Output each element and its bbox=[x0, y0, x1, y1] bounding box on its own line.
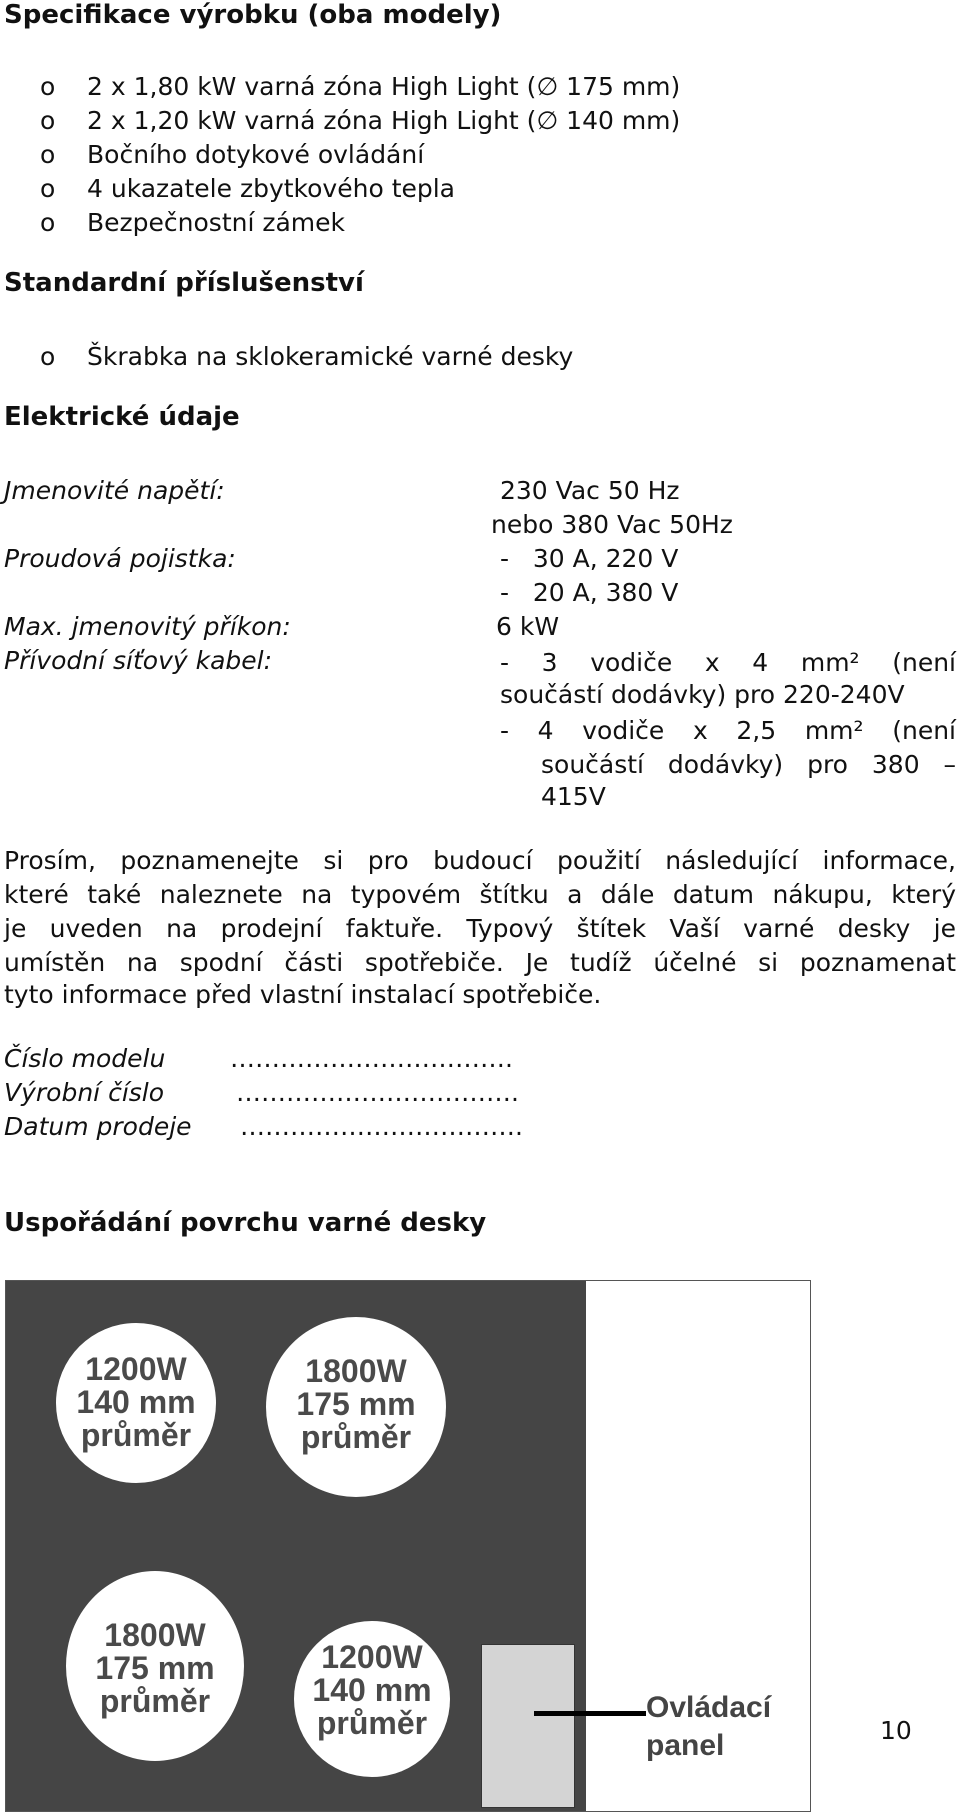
cooking-zone bbox=[266, 1317, 446, 1497]
panel-label-line: Ovládací bbox=[646, 1691, 772, 1724]
power-value: 6 kW bbox=[496, 612, 560, 641]
fuse-value: - 20 A, 380 V bbox=[500, 578, 679, 607]
serial-label: Výrobní číslo bbox=[4, 1078, 165, 1107]
zone-diameter: 175 mm bbox=[296, 1386, 416, 1422]
cable-label: Přívodní síťový kabel: bbox=[4, 646, 273, 675]
panel-label-line: panel bbox=[646, 1729, 725, 1762]
cable-line: součástí dodávky) pro 380 – bbox=[541, 750, 956, 779]
bullet-marker: o bbox=[40, 174, 56, 203]
note-line: Prosím, poznamenejte si pro budoucí použití následující informace, bbox=[4, 846, 956, 875]
voltage-value: 230 Vac 50 Hz bbox=[500, 476, 680, 505]
voltage-label: Jmenovité napětí: bbox=[4, 476, 225, 505]
spec-item: 4 ukazatele zbytkového tepla bbox=[87, 174, 456, 203]
date-blank: ……………………………. bbox=[240, 1112, 523, 1141]
spec-item: 2 x 1,80 kW varná zóna High Light (∅ 175 mm) bbox=[87, 72, 681, 101]
electrical-heading: Elektrické údaje bbox=[4, 402, 240, 432]
layout-heading: Uspořádání povrchu varné desky bbox=[4, 1208, 487, 1238]
bullet-marker: o bbox=[40, 72, 56, 101]
cooking-zone bbox=[66, 1571, 244, 1761]
zone-power: 1200W bbox=[321, 1639, 423, 1675]
panel-leader-line bbox=[534, 1711, 646, 1716]
zone-diameter: 140 mm bbox=[76, 1384, 196, 1420]
zone-word: průměr bbox=[300, 1419, 412, 1455]
accessory-item: Škrabka na sklokeramické varné desky bbox=[87, 342, 574, 371]
voltage-value: nebo 380 Vac 50Hz bbox=[491, 510, 733, 539]
spec-item: Bočního dotykové ovládání bbox=[87, 140, 425, 169]
zone-power: 1200W bbox=[85, 1351, 187, 1387]
cable-line: - 3 vodiče x 4 mm² (není bbox=[500, 648, 956, 677]
zone-word: průměr bbox=[99, 1683, 211, 1719]
accessories-heading: Standardní příslušenství bbox=[4, 268, 364, 298]
note-line: je uveden na prodejní faktuře. Typový štítek Vaší varné desky je bbox=[4, 914, 956, 943]
cable-line: 415V bbox=[541, 782, 606, 811]
zone-diameter: 140 mm bbox=[312, 1672, 432, 1708]
note-line: tyto informace před vlastní instalací spotřebiče. bbox=[4, 980, 602, 1009]
date-label: Datum prodeje bbox=[4, 1112, 192, 1141]
fuse-value: - 30 A, 220 V bbox=[500, 544, 679, 573]
model-label: Číslo modelu bbox=[4, 1044, 166, 1073]
control-panel bbox=[481, 1644, 575, 1808]
zone-diameter: 175 mm bbox=[95, 1650, 215, 1686]
zone-word: průměr bbox=[80, 1417, 192, 1453]
spec-item: Bezpečnostní zámek bbox=[87, 208, 346, 237]
power-label: Max. jmenovitý příkon: bbox=[4, 612, 291, 641]
bullet-marker: o bbox=[40, 342, 56, 371]
bullet-marker: o bbox=[40, 140, 56, 169]
cable-line: - 4 vodiče x 2,5 mm² (není bbox=[500, 716, 956, 745]
serial-blank: ……………………………. bbox=[236, 1078, 519, 1107]
cable-line: součástí dodávky) pro 220-240V bbox=[500, 680, 905, 709]
zone-power: 1800W bbox=[305, 1353, 407, 1389]
bullet-marker: o bbox=[40, 208, 56, 237]
model-blank: ……………………………. bbox=[230, 1044, 513, 1073]
page-number: 10 bbox=[880, 1716, 912, 1745]
fuse-label: Proudová pojistka: bbox=[4, 544, 236, 573]
hob-layout-diagram bbox=[5, 1280, 811, 1812]
zone-power: 1800W bbox=[104, 1617, 206, 1653]
zone-word: průměr bbox=[316, 1705, 428, 1741]
cooking-zone bbox=[294, 1621, 450, 1777]
cooking-zone bbox=[56, 1323, 216, 1483]
spec-heading: Specifikace výrobku (oba modely) bbox=[4, 0, 502, 30]
bullet-marker: o bbox=[40, 106, 56, 135]
spec-item: 2 x 1,20 kW varná zóna High Light (∅ 140 mm) bbox=[87, 106, 681, 135]
note-line: umístěn na spodní části spotřebiče. Je tudíž účelné si poznamenat bbox=[4, 948, 956, 977]
note-line: které také naleznete na typovém štítku a dále datum nákupu, který bbox=[4, 880, 956, 909]
control-panel-label bbox=[646, 1689, 771, 1765]
